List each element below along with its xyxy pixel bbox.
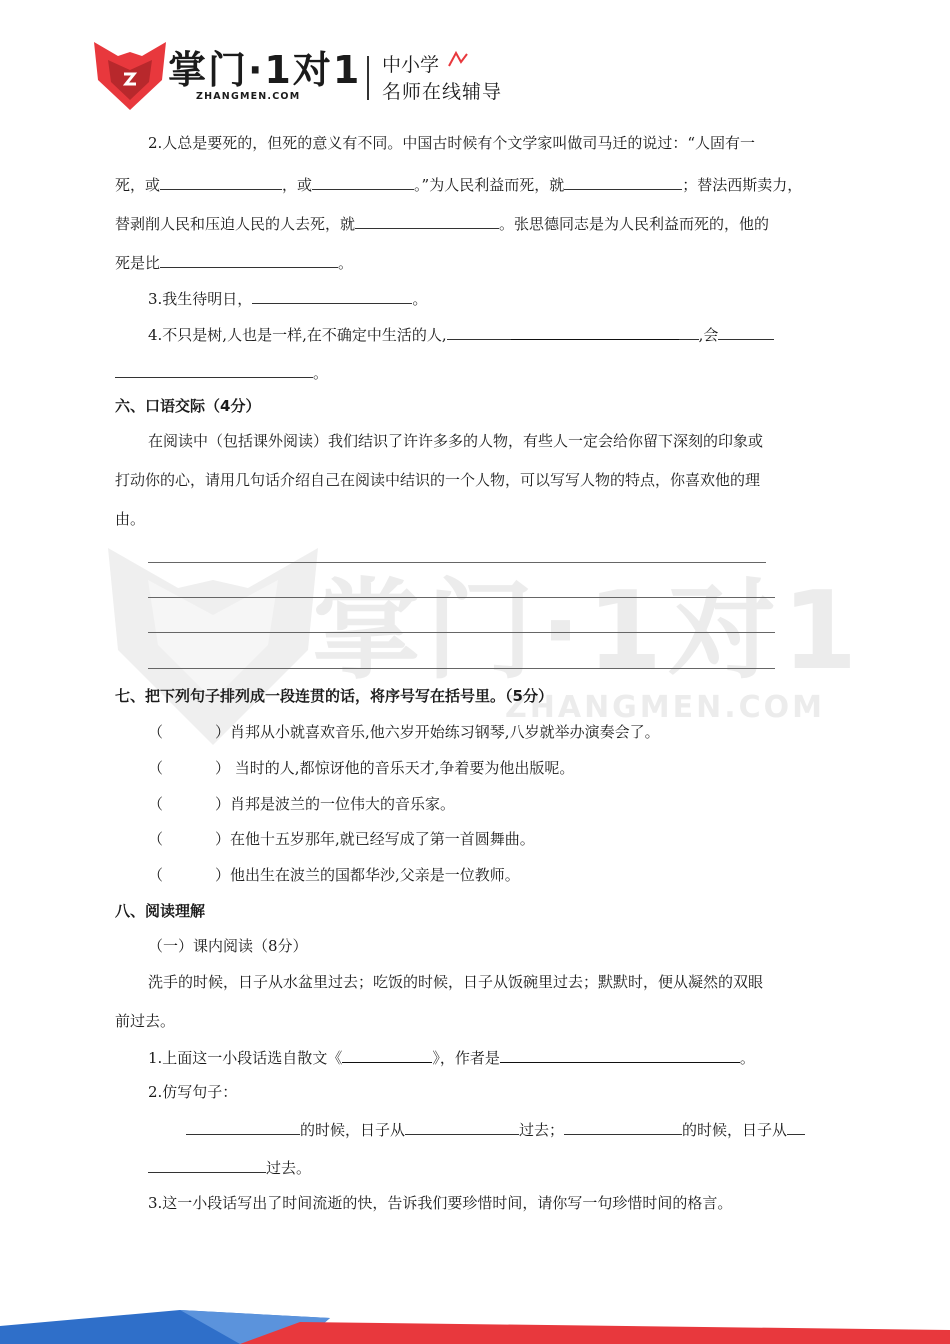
blank-field[interactable] — [405, 1118, 519, 1135]
q8-1-text-a: 1.上面这一小段话选自散文《 — [148, 1049, 343, 1067]
paren-close: ） — [215, 723, 231, 741]
q8-3-line: 3.这一小段话写出了时间流逝的快，告诉我们要珍惜时间，请你写一句珍惜时间的格言。 — [148, 1194, 733, 1212]
q5-2-line1: 2.人总是要死的，但死的意义有不同。中国古时候有个文学家叫做司马迁的说过：“人固有一 — [148, 134, 755, 152]
q5-2-text-b: ，或 — [282, 176, 313, 194]
q8-2-label: 2.仿写句子： — [148, 1083, 238, 1101]
q8-1-text-b: 》，作者是 — [432, 1049, 500, 1067]
paren-open: （ — [148, 723, 164, 741]
blank-field[interactable] — [160, 251, 338, 268]
blank-field[interactable] — [252, 287, 412, 304]
section6-title: 六、口语交际（4分） — [115, 397, 261, 415]
section6-p3: 由。 — [115, 510, 146, 528]
q5-3-text-a: 3.我生待明日， — [148, 290, 253, 308]
blank-field[interactable] — [447, 323, 511, 340]
q5-2-text-g: 死是比 — [115, 254, 161, 272]
q8-2-line2 — [148, 1156, 311, 1178]
watermark-logo-shield — [108, 540, 318, 750]
answer-line[interactable] — [148, 632, 775, 633]
answer-line[interactable] — [148, 668, 775, 669]
blank-field[interactable] — [160, 173, 282, 190]
blank-field[interactable] — [355, 212, 499, 229]
blank-field[interactable] — [718, 323, 774, 340]
paren-open: （ — [148, 795, 164, 813]
blank-field[interactable] — [511, 323, 679, 340]
answer-line[interactable] — [148, 562, 766, 563]
blank-field[interactable] — [564, 1118, 682, 1135]
q8-2-text-d: 过去。 — [266, 1159, 312, 1177]
q5-2-text-a: 死，或 — [115, 176, 161, 194]
passage-line1: 洗手的时候，日子从水盆里过去；吃饭的时候，日子从饭碗里过去；默默时，便从凝然的双眼 — [148, 973, 764, 991]
sentence-text: 在他十五岁那年,就已经写成了第一首圆舞曲。 — [230, 830, 535, 848]
q8-2-line1 — [186, 1118, 805, 1140]
q5-3-line — [148, 287, 427, 309]
blank-field[interactable] — [787, 1118, 805, 1135]
q8-2-text-c: 的时候，日子从 — [682, 1121, 788, 1139]
sentence-text: 他出生在波兰的国都华沙,父亲是一位教师。 — [230, 866, 520, 884]
q5-2-line4 — [115, 251, 353, 273]
check-mark-icon — [447, 50, 469, 68]
q8-1-line — [148, 1046, 755, 1068]
q5-4-text-a: 4.不只是树,人也是一样,在不确定中生活的人, — [148, 326, 447, 344]
section6-p1: 在阅读中（包括课外阅读）我们结识了许许多多的人物，有些人一定会给你留下深刻的印象或 — [148, 432, 764, 450]
q5-2-text-f: 。张思德同志是为人民利益而死的，他的 — [499, 215, 770, 233]
q5-4-line1 — [148, 323, 774, 345]
blank-field[interactable] — [312, 173, 414, 190]
q5-4-line2 — [115, 361, 328, 383]
passage-line2: 前过去。 — [115, 1012, 176, 1030]
paren-open: （ — [148, 759, 164, 777]
sentence-item — [148, 722, 660, 742]
sentence-item — [148, 794, 455, 814]
paren-close: ） — [215, 830, 231, 848]
paren-open: （ — [148, 866, 164, 884]
answer-line[interactable] — [148, 597, 775, 598]
sentence-item — [148, 829, 535, 849]
q8-2-text-a: 的时候，日子从 — [300, 1121, 406, 1139]
sentence-item — [148, 865, 520, 885]
sentence-item — [148, 758, 574, 778]
header-divider — [367, 56, 369, 100]
blank-field[interactable] — [115, 361, 313, 378]
logo-icon — [94, 40, 166, 112]
tagline-line1-text: 中小学 — [382, 54, 440, 76]
q8-2-text-b: 过去； — [519, 1121, 565, 1139]
paren-open: （ — [148, 830, 164, 848]
q8-1-text-c: 。 — [739, 1049, 755, 1067]
blank-field[interactable] — [564, 173, 682, 190]
sentence-text: 当时的人,都惊讶他的音乐天才,争着要为他出版呢。 — [230, 759, 575, 777]
brand-name: 掌门·1对1 — [168, 48, 362, 92]
watermark-brand: 掌门·1对1 — [312, 569, 864, 694]
paren-close: ） — [215, 795, 231, 813]
q5-2-line2 — [115, 173, 802, 195]
section7-title: 七、把下列句子排列成一段连贯的话，将序号写在括号里。（5分） — [115, 687, 553, 705]
watermark-brand-sub: ZHANGMEN.COM — [505, 690, 826, 725]
footer-band — [0, 1304, 950, 1344]
blank-field[interactable] — [186, 1118, 300, 1135]
section6-p2: 打动你的心，请用几句话介绍自己在阅读中结识的一个人物，可以写写人物的特点，你喜欢他的理 — [115, 471, 761, 489]
q5-3-text-b: 。 — [412, 290, 428, 308]
tagline-line1 — [382, 50, 469, 77]
blank-field[interactable] — [342, 1046, 432, 1063]
section8-title: 八、阅读理解 — [115, 902, 206, 920]
paren-close: ） — [215, 759, 231, 777]
q5-2-text-h: 。 — [338, 254, 354, 272]
q5-4-text-b: ,会 — [698, 326, 719, 344]
sentence-text: 肖邦是波兰的一位伟大的音乐家。 — [230, 795, 456, 813]
sentence-text: 肖邦从小就喜欢音乐,他六岁开始练习钢琴,八岁就举办演奏会了。 — [230, 723, 660, 741]
q5-2-line3 — [115, 212, 769, 234]
brand-url: ZHANGMEN.COM — [196, 91, 301, 102]
blank-field[interactable] — [679, 323, 699, 340]
blank-field[interactable] — [148, 1156, 266, 1173]
tagline-line2: 名师在线辅导 — [382, 81, 503, 103]
q5-2-text-c: 。”为人民利益而死，就 — [414, 176, 565, 194]
q5-4-text-c: 。 — [313, 364, 329, 382]
paren-close: ） — [215, 866, 231, 884]
section8-subtitle: （一）课内阅读（8分） — [148, 937, 308, 955]
blank-field[interactable] — [500, 1046, 740, 1063]
q5-2-text-d: ；替法西斯卖力， — [682, 176, 803, 194]
q5-2-text-e: 替剥削人民和压迫人民的人去死，就 — [115, 215, 356, 233]
